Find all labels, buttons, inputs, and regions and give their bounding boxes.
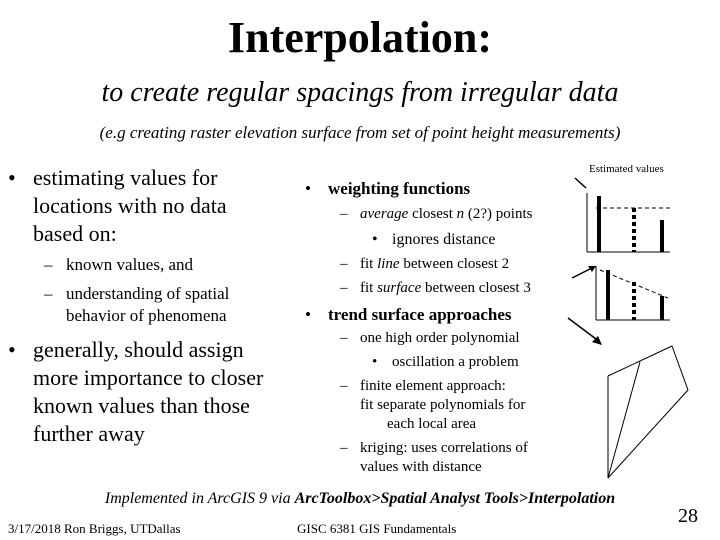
oscillation: oscillation a problem bbox=[392, 354, 519, 370]
fit-line-word: line bbox=[377, 256, 400, 272]
footer-date-author: 3/17/2018 Ron Briggs, UTDallas bbox=[8, 521, 181, 536]
implemented-note bbox=[0, 490, 720, 508]
arrow-estimated bbox=[575, 178, 586, 188]
ignores-distance: ignores distance bbox=[392, 231, 496, 248]
dash-marker: – bbox=[340, 378, 348, 394]
implemented-path: Toolbox>Spatial Analyst Tools>Interpolation bbox=[318, 490, 616, 507]
bullet-marker: • bbox=[372, 231, 378, 248]
fit-line-b: between closest 2 bbox=[399, 256, 510, 272]
bullet-marker: • bbox=[305, 305, 311, 324]
dash-marker: – bbox=[340, 206, 348, 222]
known-value-bar bbox=[660, 296, 664, 320]
fit-surface-b: between closest 3 bbox=[421, 280, 531, 296]
footer-course: GISC 6381 GIS Fundamentals bbox=[297, 521, 457, 536]
weighting-graph bbox=[587, 193, 670, 252]
average-rest: (2?) points bbox=[464, 206, 533, 222]
dash-marker: – bbox=[340, 440, 348, 456]
weighting-functions: weighting functions bbox=[328, 179, 471, 198]
dash-marker: – bbox=[340, 330, 348, 346]
finite-line-1: finite element approach: bbox=[360, 378, 506, 394]
dash-marker: – bbox=[44, 284, 53, 303]
known-value-bar bbox=[606, 270, 610, 320]
dash-marker: – bbox=[44, 255, 53, 274]
implemented-prefix: Implemented in Arc bbox=[104, 490, 231, 507]
page-title: Interpolation: bbox=[228, 13, 492, 62]
left-bullet-2-line-4: further away bbox=[33, 421, 145, 446]
left-sub-2-line-1: understanding of spatial bbox=[66, 284, 230, 303]
known-value-bar bbox=[597, 196, 601, 252]
bullet-marker: • bbox=[8, 165, 16, 190]
fit-surface-a: fit bbox=[360, 280, 378, 296]
left-bullet-1-line-3: based on: bbox=[33, 221, 117, 246]
average-n: n bbox=[456, 206, 465, 222]
kriging-line-2: values with distance bbox=[360, 459, 482, 475]
left-sub-1: known values, and bbox=[66, 255, 194, 274]
left-bullet-1-line-1: estimating values for bbox=[33, 165, 218, 190]
dash-marker: – bbox=[340, 256, 348, 272]
average-mid: closest bbox=[408, 206, 457, 222]
known-value-bar bbox=[660, 220, 664, 252]
trend-surface: trend surface approaches bbox=[328, 305, 512, 324]
left-bullet-2-line-3: known values than those bbox=[33, 393, 250, 418]
trend-surface-graph bbox=[608, 346, 688, 478]
dash-marker: – bbox=[340, 280, 348, 296]
fit-surface-word: surface bbox=[377, 280, 422, 296]
estimated-values-label: Estimated values bbox=[589, 163, 664, 175]
kriging-line-1: kriging: uses correlations of bbox=[360, 440, 528, 456]
finite-line-2: fit separate polynomials for bbox=[360, 397, 526, 413]
bullet-marker: • bbox=[8, 337, 16, 362]
fit-line-a: fit bbox=[360, 256, 378, 272]
finite-line-3: each local area bbox=[387, 416, 477, 432]
left-bullet-2-line-2: more importance to closer bbox=[33, 365, 264, 390]
surface-edge bbox=[672, 346, 688, 390]
fit-graph bbox=[596, 266, 670, 320]
implemented-mid: 9 via bbox=[255, 490, 295, 507]
page-subtitle: to create regular spacings from irregular data bbox=[101, 77, 619, 108]
page-number: 28 bbox=[678, 505, 698, 527]
left-bullet-1-line-2: locations with no data bbox=[33, 193, 227, 218]
one-high-order: one high order polynomial bbox=[360, 330, 520, 346]
example-note: (e.g creating raster elevation surface from set of point height measurements) bbox=[99, 123, 621, 142]
left-sub-2-line-2: behavior of phenomena bbox=[66, 306, 227, 325]
average-word: average bbox=[360, 206, 409, 222]
bullet-marker: • bbox=[372, 354, 378, 370]
implemented-arc: Arc bbox=[294, 490, 319, 507]
implemented-gis: GIS bbox=[230, 490, 256, 507]
bullet-marker: • bbox=[305, 179, 311, 198]
arrow-trend bbox=[568, 318, 600, 342]
surface-edge bbox=[608, 346, 672, 376]
left-bullet-2-line-1: generally, should assign bbox=[33, 337, 244, 362]
